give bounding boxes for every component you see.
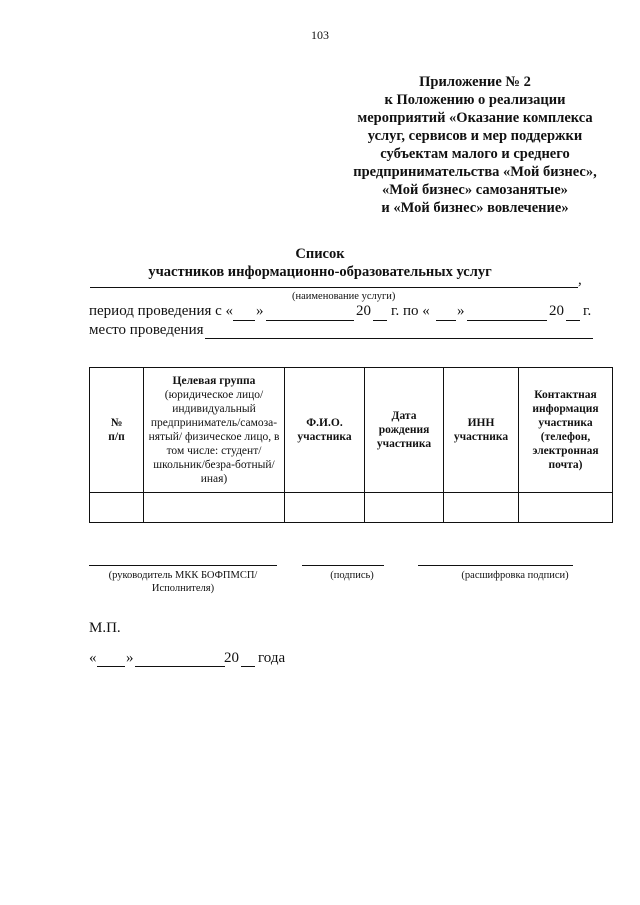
table-header-row	[90, 368, 613, 493]
period-start-month-field[interactable]	[266, 320, 354, 321]
head-caption	[89, 569, 277, 595]
title-line-2: участников информационно-образовательных услуг	[148, 264, 492, 280]
name-decode-line[interactable]	[418, 565, 573, 566]
table-cell-inn[interactable]	[444, 493, 519, 523]
place-label: место проведения	[89, 322, 204, 338]
appendix-line: мероприятий «Оказание комплекса	[357, 110, 593, 126]
table-cell-dob[interactable]	[365, 493, 444, 523]
document-title	[0, 245, 640, 281]
appendix-line: и «Мой бизнес» вовлечение»	[381, 200, 569, 216]
table-cell-target-group[interactable]	[144, 493, 285, 523]
period-end-month-field[interactable]	[467, 320, 547, 321]
date-suffix: года	[258, 650, 286, 666]
stamp-place: М.П.	[89, 620, 121, 636]
table-cell-contact[interactable]	[519, 493, 613, 523]
appendix-line: услуг, сервисов и мер поддержки	[367, 128, 583, 144]
period-mid-label: г. по «	[391, 303, 430, 319]
period-start-year-prefix: 20	[356, 303, 371, 319]
header-number-abbr: п/п	[108, 431, 125, 443]
appendix-line: субъектам малого и среднего	[380, 146, 570, 162]
column-header-inn: ИНН участника	[444, 368, 519, 493]
column-header-dob: Дата рождения участника	[365, 368, 444, 493]
signature-caption: (подпись)	[330, 570, 374, 581]
column-header-contact: Контактная информация участника (телефон, электронная почта)	[519, 368, 613, 493]
column-header-number	[90, 368, 144, 493]
name-decode-caption: (расшифровка подписи)	[461, 570, 569, 581]
signature-line[interactable]	[302, 565, 384, 566]
date-day-field[interactable]	[97, 666, 125, 667]
service-name-comma: ,	[578, 272, 582, 288]
appendix-line: Приложение № 2	[419, 74, 531, 90]
head-caption-line-2: Исполнителя)	[151, 583, 215, 594]
column-header-target-group	[144, 368, 285, 493]
title-line-1: Список	[295, 246, 345, 262]
period-end-year-prefix: 20	[549, 303, 564, 319]
table-cell-fio[interactable]	[285, 493, 365, 523]
period-end-day-field[interactable]	[436, 320, 456, 321]
period-quote-close: »	[256, 303, 264, 319]
date-year-prefix: 20	[224, 650, 239, 666]
header-target-subtitle: (юридическое лицо/индивидуальный предприниматель/самоза-нятый/ физическое лицо, в том числе: студент/школьник/безра-ботный/иная)	[148, 389, 280, 485]
column-header-fio: Ф.И.О. участника	[285, 368, 365, 493]
service-name-caption: (наименование услуги)	[292, 291, 396, 302]
table-row	[90, 493, 613, 523]
header-number-symbol: №	[110, 417, 123, 429]
appendix-line: «Мой бизнес» самозанятые»	[382, 182, 568, 198]
date-month-field[interactable]	[135, 666, 225, 667]
appendix-line: предпринимательства «Мой бизнес»,	[353, 164, 597, 180]
service-name-line[interactable]	[90, 287, 578, 288]
date-open-quote: «	[89, 650, 97, 666]
date-close-quote: »	[126, 650, 134, 666]
period-start-day-field[interactable]	[233, 320, 255, 321]
period-label: период проведения с «	[89, 303, 234, 319]
appendix-heading	[330, 73, 620, 217]
table-cell-number[interactable]	[90, 493, 144, 523]
header-target-title: Целевая группа	[172, 375, 256, 387]
head-caption-line-1: (руководитель МКК БОФПМСП/	[108, 570, 258, 581]
page-number: 103	[311, 28, 329, 42]
participants-table	[89, 367, 613, 523]
period-start-year-field[interactable]	[373, 320, 387, 321]
place-field[interactable]	[205, 338, 593, 339]
period-quote-close-2: »	[457, 303, 465, 319]
period-end-label: г.	[583, 303, 592, 319]
date-year-field[interactable]	[241, 666, 255, 667]
head-signature-line[interactable]	[89, 565, 277, 566]
period-end-year-field[interactable]	[566, 320, 580, 321]
appendix-line: к Положению о реализации	[384, 92, 566, 108]
